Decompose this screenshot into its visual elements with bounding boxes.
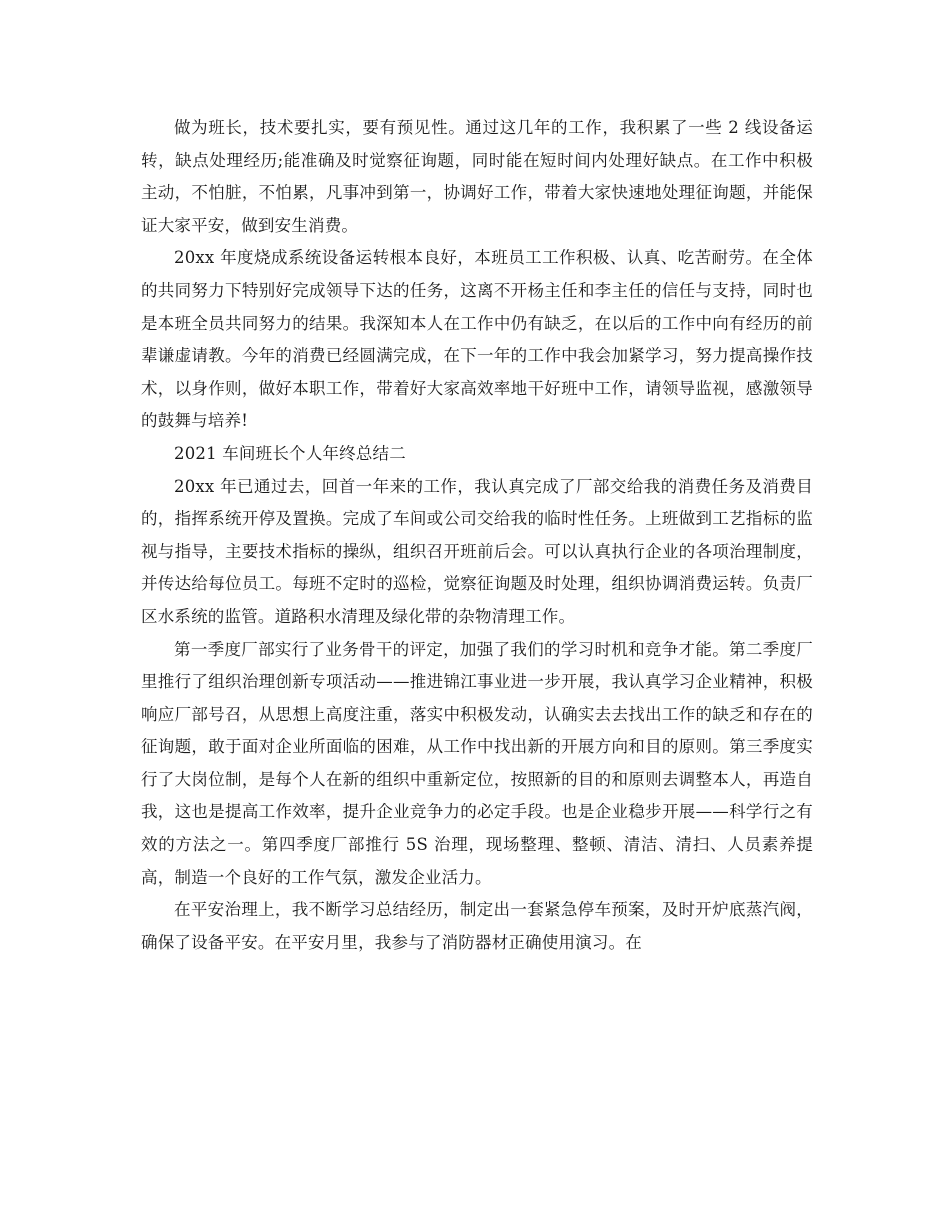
paragraph-team-leader-skills: 做为班长，技术要扎实，要有预见性。通过这几年的工作，我积累了一些 2 线设备运转，缺点处理经历;能准确及时觉察征询题，同时能在短时间内处理好缺点。在工作中积极主动，不怕脏，不怕累，凡事冲到第一，协调好工作，带着大家快速地处理征询题，并能保证大家平安，做到安生消费。 — [141, 118, 813, 235]
paragraph-annual-equipment-summary: 20xx 年度烧成系统设备运转根本良好，本班员工工作积极、认真、吃苦耐劳。在全体的共同努力下特别好完成领导下达的任务，这离不开杨主任和李主任的信任与支持，同时也是本班全员共同努力的结果。我深知本人在工作中仍有缺乏，在以后的工作中向有经历的前辈谦虚请教。今年的消费已经圆满完成，在下一年的工作中我会加紧学习，努力提高操作技术，以身作则，做好本职工作，带着好大家高效率地干好班中工作，请领导监视，感激领导的鼓舞与培养! — [141, 248, 813, 431]
paragraph-yearly-work-review: 20xx 年已通过去，回首一年来的工作，我认真完成了厂部交给我的消费任务及消费目的，指挥系统开停及置换。完成了车间或公司交给我的临时性任务。上班做到工艺指标的监视与指导，主要技术指标的操纵，组织召开班前后会。可以认真执行企业的各项治理制度，并传达给每位员工。每班不定时的巡检，觉察征询题及时处理，组织协调消费运转。负责厂区水系统的监管。道路积水清理及绿化带的杂物清理工作。 — [141, 476, 813, 626]
paragraph-safety-management: 在平安治理上，我不断学习总结经历，制定出一套紧急停车预案，及时开炉底蒸汽阀，确保了设备平安。在平安月里，我参与了消防器材正确使用演习。在 — [141, 900, 813, 952]
section-heading: 2021 车间班长个人年终总结二 — [174, 443, 406, 463]
paragraph-quarterly-activities: 第一季度厂部实行了业务骨干的评定，加强了我们的学习时机和竞争才能。第二季度厂里推行了组织治理创新专项活动——推进锦江事业进一步开展，我认真学习企业精神，积极响应厂部号召，从思想上高度注重，落实中积极发动，认确实去去找出工作的缺乏和存在的征询题，敢于面对企业所面临的困难，从工作中找出新的开展方向和目的原则。第三季度实行了大岗位制，是每个人在新的组织中重新定位，按照新的目的和原则去调整本人，再造自我，这也是提高工作效率，提升企业竞争力的必定手段。也是企业稳步开展——科学行之有效的方法之一。第四季度厂部推行 5S 治理，现场整理、整顿、清洁、清扫、人员素养提高，制造一个良好的工作气氛，激发企业活力。 — [141, 639, 813, 887]
document-body — [141, 112, 813, 959]
